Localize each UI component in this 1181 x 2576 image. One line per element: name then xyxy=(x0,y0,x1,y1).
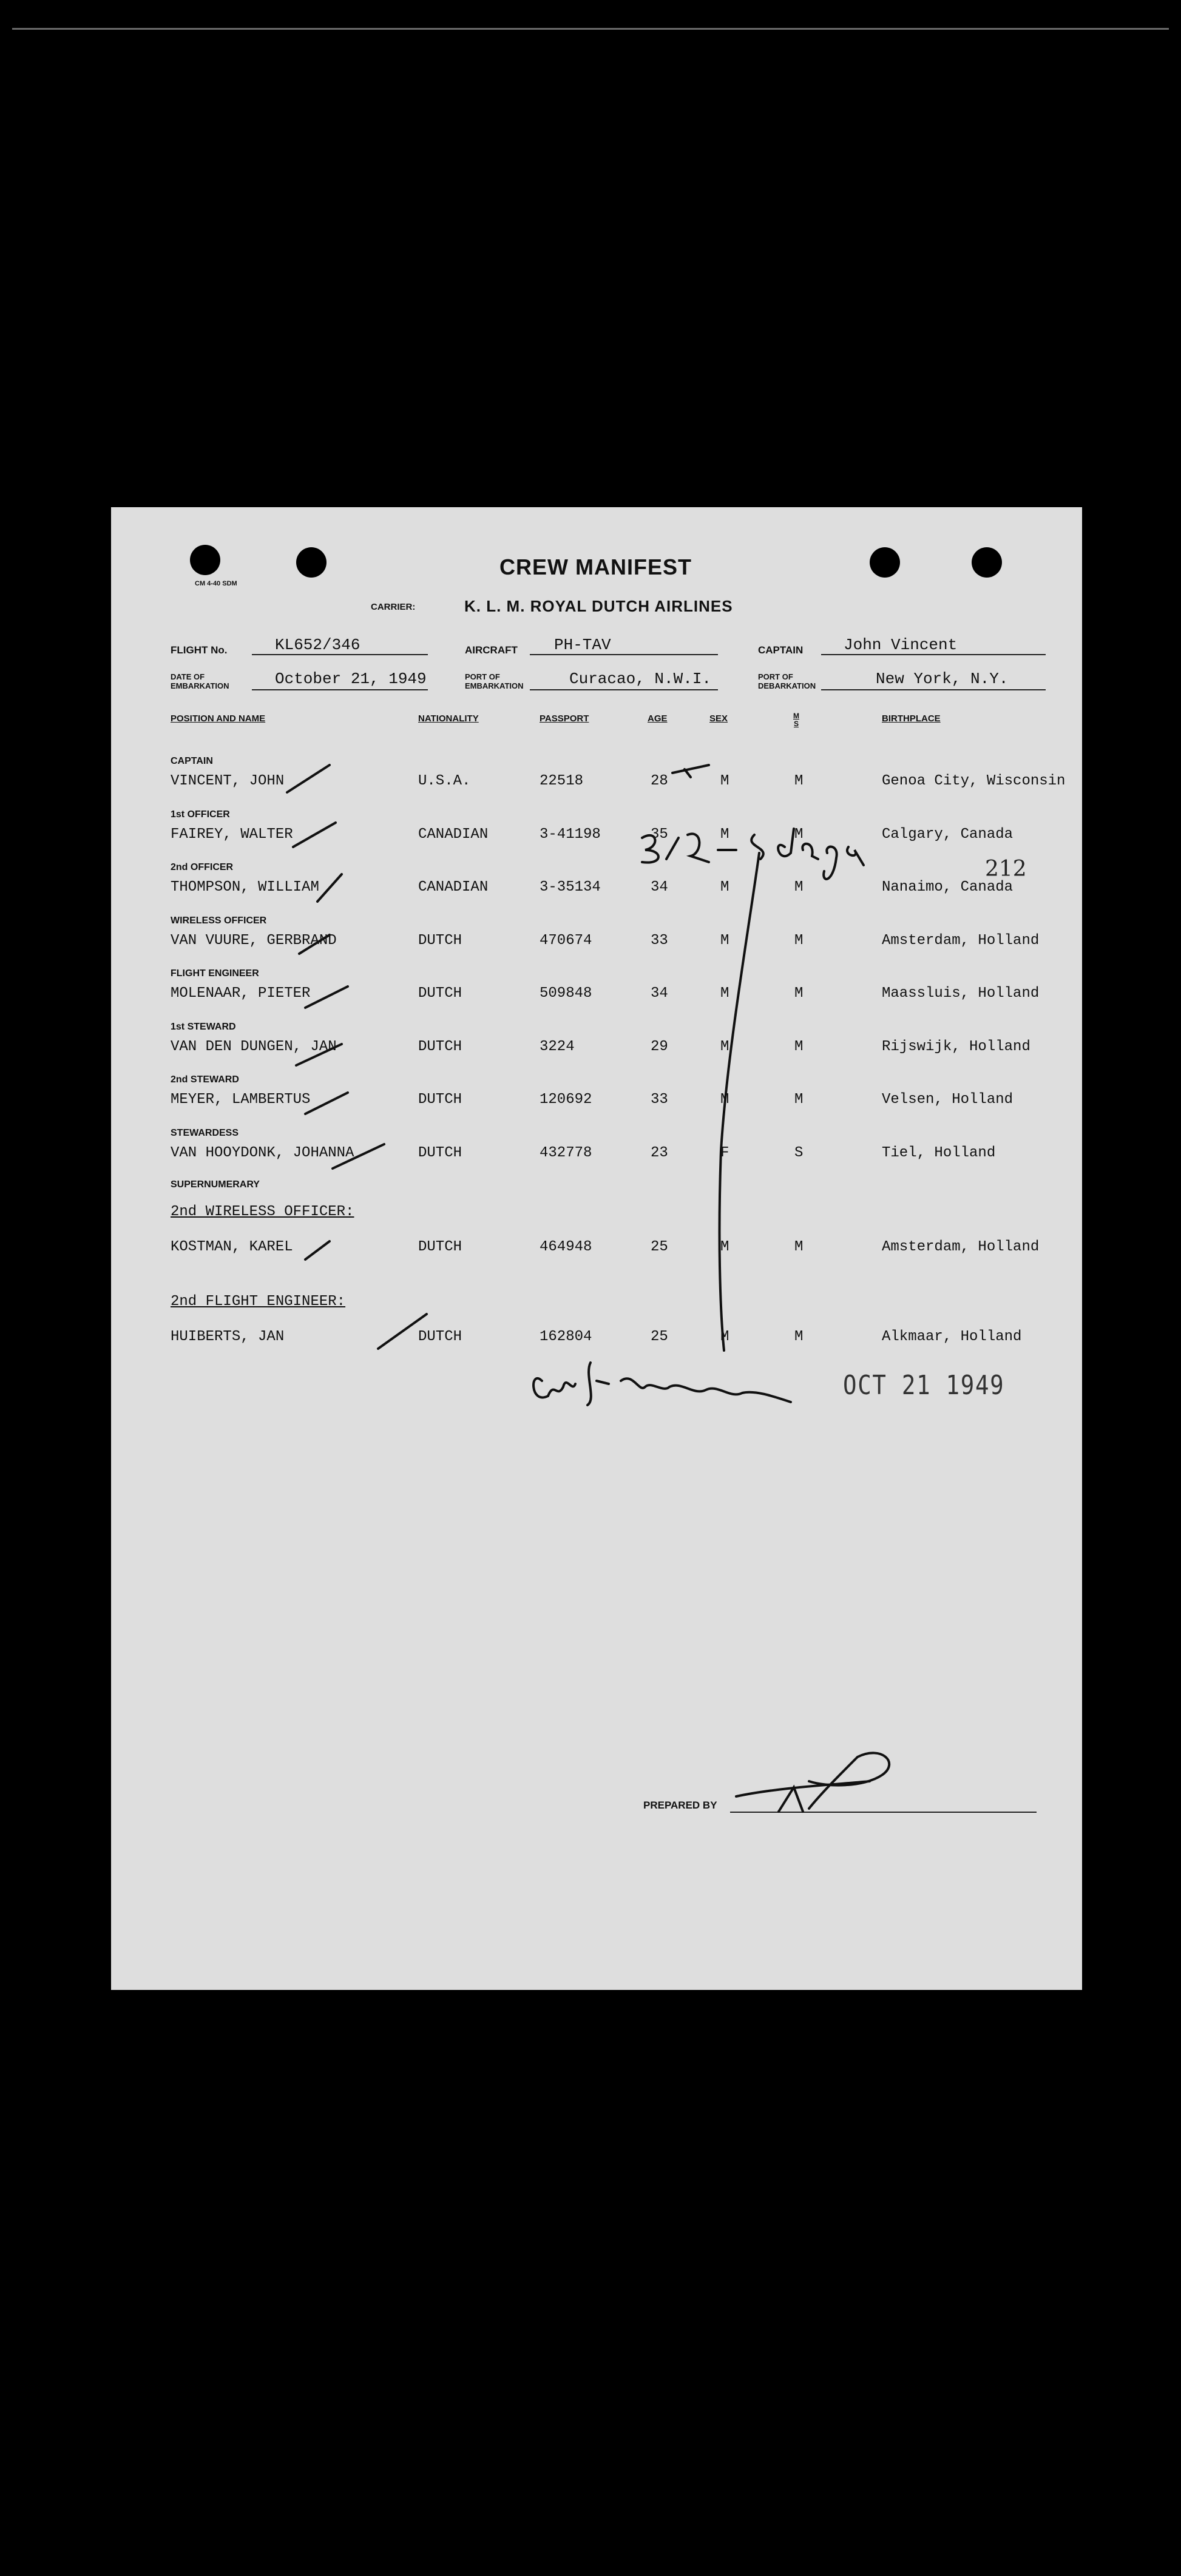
supernumerary-nationality: DUTCH xyxy=(418,1329,462,1345)
col-marital-status: M S xyxy=(793,712,799,728)
crew-sex: M xyxy=(720,932,729,949)
crew-role: WIRELESS OFFICER xyxy=(171,915,267,926)
supernumerary-nationality: DUTCH xyxy=(418,1239,462,1255)
crew-passport: 509848 xyxy=(540,985,592,1002)
crew-name: VAN VUURE, GERBRAND xyxy=(171,932,337,949)
date-label-line2: EMBARKATION xyxy=(171,681,229,690)
crew-age: 33 xyxy=(651,932,668,949)
supernumerary-age: 25 xyxy=(651,1329,668,1345)
crew-birthplace: Genoa City, Wisconsin xyxy=(882,773,1066,789)
crew-role: 2nd STEWARD xyxy=(171,1074,239,1085)
supernumerary-passport: 162804 xyxy=(540,1329,592,1345)
crew-ms: M xyxy=(794,879,804,895)
crew-nationality: CANADIAN xyxy=(418,879,489,895)
crew-birthplace: Calgary, Canada xyxy=(882,826,1013,843)
crew-birthplace: Rijswijk, Holland xyxy=(882,1038,1030,1055)
crew-sex: M xyxy=(720,879,729,895)
crew-nationality: U.S.A. xyxy=(418,773,471,789)
prepared-by-label: PREPARED BY xyxy=(643,1799,717,1811)
port-emb-label-line1: PORT OF xyxy=(465,672,500,681)
port-deb-label-line1: PORT OF xyxy=(758,672,793,681)
crew-nationality: CANADIAN xyxy=(418,826,489,843)
crew-nationality: DUTCH xyxy=(418,1038,462,1055)
port-emb-label-line2: EMBARKATION xyxy=(465,681,524,690)
supernumerary-sex: M xyxy=(720,1239,729,1255)
embarkation-date: October 21, 1949 xyxy=(275,670,427,688)
handwritten-marks xyxy=(111,507,1082,1990)
crew-manifest-document xyxy=(111,507,1082,1990)
crew-ms: M xyxy=(794,1038,804,1055)
page-number: 212 xyxy=(985,857,1027,882)
crew-role: STEWARDESS xyxy=(171,1127,239,1138)
form-code: CM 4-40 SDM xyxy=(195,580,237,587)
crew-role: 2nd OFFICER xyxy=(171,862,234,872)
supernumerary-sex: M xyxy=(720,1329,729,1345)
supernumerary-ms: M xyxy=(794,1239,804,1255)
crew-ms: M xyxy=(794,1091,804,1108)
crew-age: 23 xyxy=(651,1144,668,1161)
crew-sex: F xyxy=(720,1144,729,1161)
date-stamp: OCT 21 1949 xyxy=(843,1370,1005,1401)
supernumerary-title: 2nd WIRELESS OFFICER: xyxy=(171,1204,354,1220)
crew-role: 1st STEWARD xyxy=(171,1021,236,1032)
crew-passport: 3-41198 xyxy=(540,826,601,843)
captain-label: CAPTAIN xyxy=(758,644,804,656)
crew-birthplace: Velsen, Holland xyxy=(882,1091,1013,1108)
aircraft-label: AIRCRAFT xyxy=(465,644,518,656)
crew-passport: 470674 xyxy=(540,932,592,949)
port-debarkation: New York, N.Y. xyxy=(876,670,1009,688)
supernumerary-title: 2nd FLIGHT ENGINEER: xyxy=(171,1293,346,1310)
supernumerary-label: SUPERNUMERARY xyxy=(171,1179,260,1190)
col-birthplace: BIRTHPLACE xyxy=(882,713,941,724)
crew-sex: M xyxy=(720,826,729,843)
crew-ms: M xyxy=(794,773,804,789)
crew-ms: M xyxy=(794,932,804,949)
crew-age: 28 xyxy=(651,773,668,789)
col-nationality: NATIONALITY xyxy=(418,713,479,724)
crew-age: 33 xyxy=(651,1091,668,1108)
crew-nationality: DUTCH xyxy=(418,1091,462,1108)
crew-passport: 3224 xyxy=(540,1038,575,1055)
crew-birthplace: Amsterdam, Holland xyxy=(882,932,1040,949)
col-passport: PASSPORT xyxy=(540,713,589,724)
crew-name: MOLENAAR, PIETER xyxy=(171,985,311,1002)
top-border-line xyxy=(12,28,1169,30)
crew-passport: 120692 xyxy=(540,1091,592,1108)
crew-name: THOMPSON, WILLIAM xyxy=(171,879,319,895)
date-label-line1: DATE OF xyxy=(171,672,205,681)
crew-ms: M xyxy=(794,985,804,1002)
supernumerary-passport: 464948 xyxy=(540,1239,592,1255)
carrier-label: CARRIER: xyxy=(371,602,416,612)
crew-role: CAPTAIN xyxy=(171,756,213,766)
crew-ms: S xyxy=(794,1144,804,1161)
aircraft-value: PH-TAV xyxy=(554,636,611,654)
crew-sex: M xyxy=(720,773,729,789)
port-embarkation: Curacao, N.W.I. xyxy=(569,670,712,688)
crew-passport: 22518 xyxy=(540,773,584,789)
crew-age: 35 xyxy=(651,826,668,843)
crew-birthplace: Maassluis, Holland xyxy=(882,985,1040,1002)
col-age: AGE xyxy=(648,713,668,724)
crew-nationality: DUTCH xyxy=(418,1144,462,1161)
crew-name: VINCENT, JOHN xyxy=(171,773,285,789)
crew-name: FAIREY, WALTER xyxy=(171,826,293,843)
crew-passport: 3-35134 xyxy=(540,879,601,895)
crew-birthplace: Tiel, Holland xyxy=(882,1144,996,1161)
col-sex: SEX xyxy=(709,713,728,724)
crew-sex: M xyxy=(720,985,729,1002)
crew-age: 34 xyxy=(651,879,668,895)
crew-passport: 432778 xyxy=(540,1144,592,1161)
crew-role: 1st OFFICER xyxy=(171,809,230,820)
supernumerary-name: KOSTMAN, KAREL xyxy=(171,1239,293,1255)
crew-name: MEYER, LAMBERTUS xyxy=(171,1091,311,1108)
flight-number: KL652/346 xyxy=(275,636,360,654)
crew-name: VAN HOOYDONK, JOHANNA xyxy=(171,1144,354,1161)
crew-birthplace: Nanaimo, Canada xyxy=(882,879,1013,895)
carrier-name: K. L. M. ROYAL DUTCH AIRLINES xyxy=(464,597,733,615)
crew-sex: M xyxy=(720,1091,729,1108)
supernumerary-birthplace: Amsterdam, Holland xyxy=(882,1239,1040,1255)
crew-name: VAN DEN DUNGEN, JAN xyxy=(171,1038,337,1055)
crew-ms: M xyxy=(794,826,804,843)
crew-age: 34 xyxy=(651,985,668,1002)
flight-label: FLIGHT No. xyxy=(171,644,228,656)
port-deb-label-line2: DEBARKATION xyxy=(758,681,816,690)
col-position: POSITION AND NAME xyxy=(171,713,266,724)
supernumerary-ms: M xyxy=(794,1329,804,1345)
document-title: CREW MANIFEST xyxy=(499,555,692,579)
supernumerary-age: 25 xyxy=(651,1239,668,1255)
captain-value: John Vincent xyxy=(844,636,958,654)
supernumerary-birthplace: Alkmaar, Holland xyxy=(882,1329,1022,1345)
crew-role: FLIGHT ENGINEER xyxy=(171,968,259,979)
crew-sex: M xyxy=(720,1038,729,1055)
crew-nationality: DUTCH xyxy=(418,932,462,949)
supernumerary-name: HUIBERTS, JAN xyxy=(171,1329,285,1345)
crew-nationality: DUTCH xyxy=(418,985,462,1002)
crew-age: 29 xyxy=(651,1038,668,1055)
